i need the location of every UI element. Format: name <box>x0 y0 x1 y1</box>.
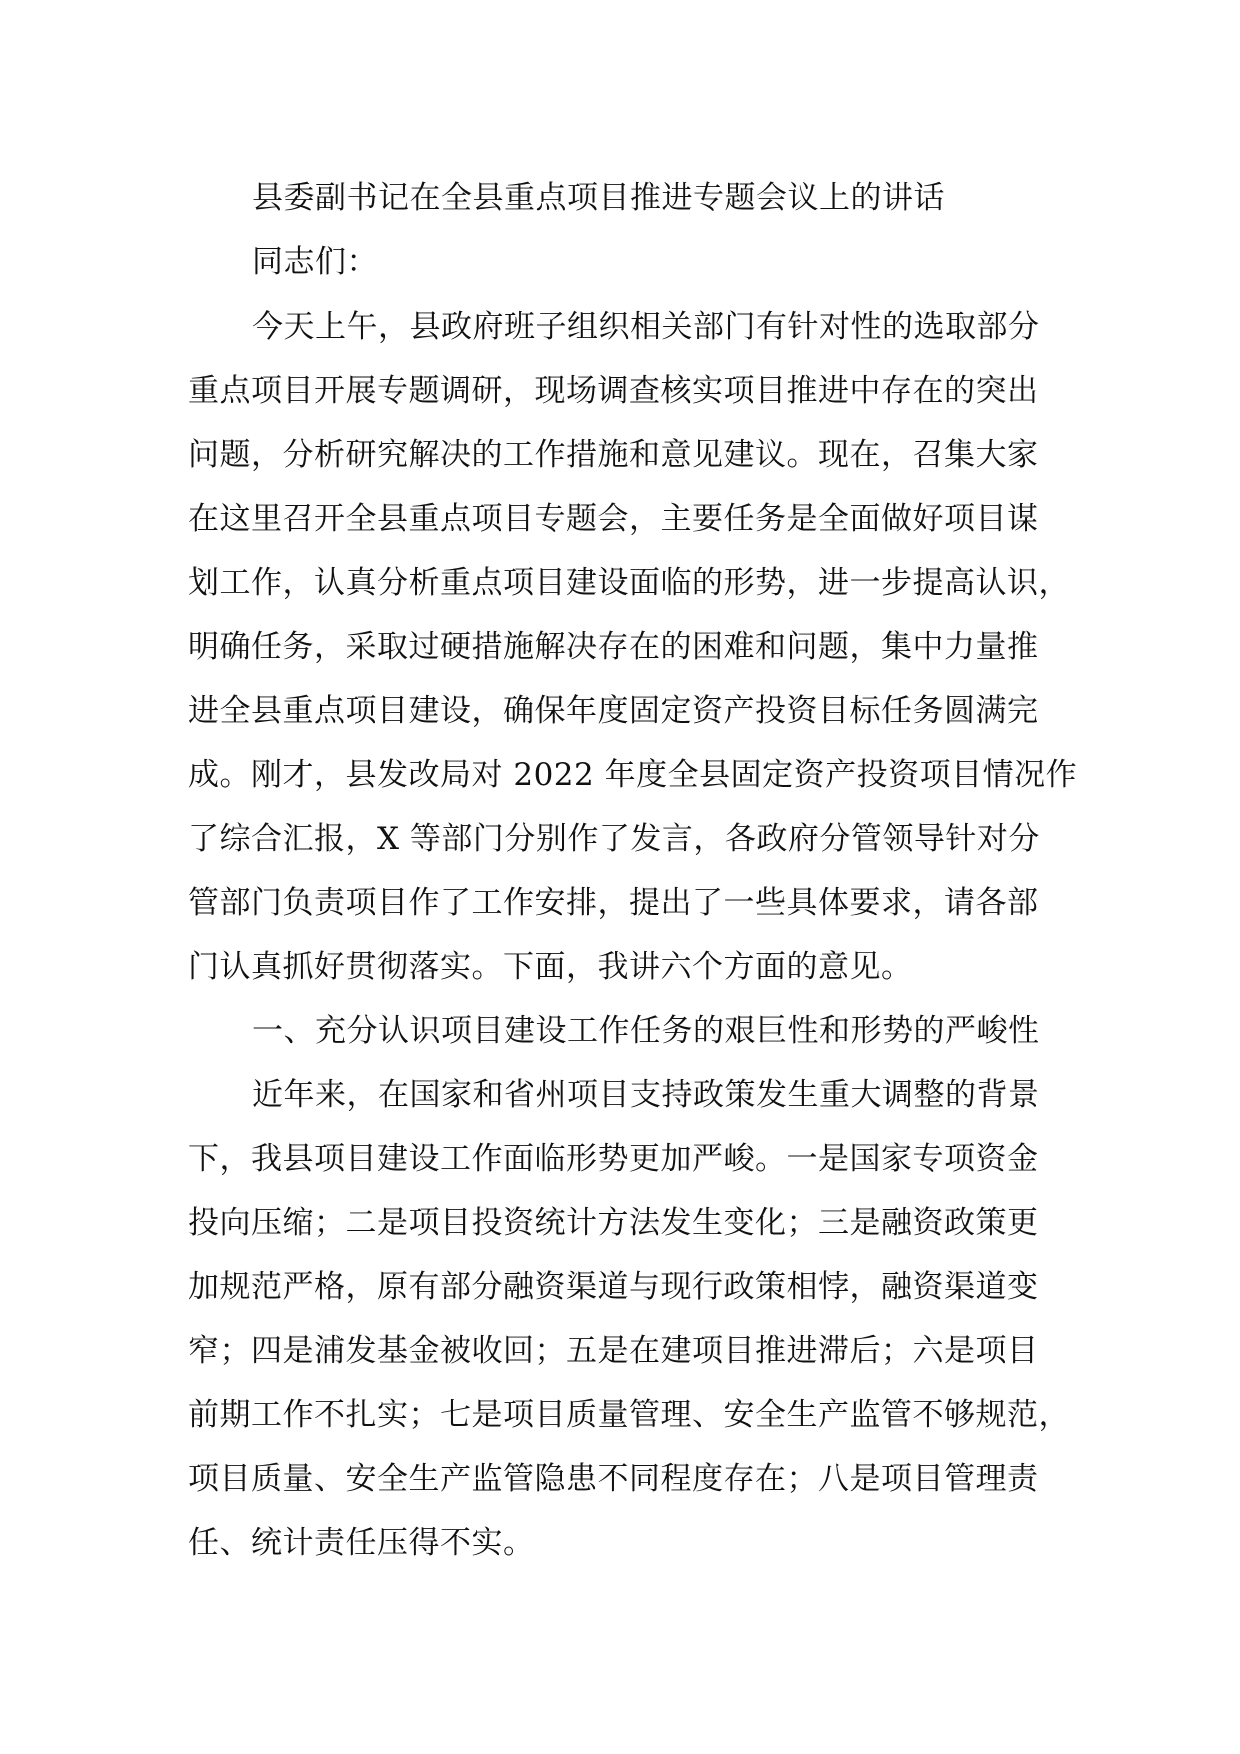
paragraph-line: 下，我县项目建设工作面临形势更加严峻。一是国家专项资金 <box>188 1141 1039 1177</box>
paragraph-line: 投向压缩；二是项目投资统计方法发生变化；三是融资政策更 <box>188 1205 1039 1241</box>
paragraph-line: 加规范严格，原有部分融资渠道与现行政策相悖，融资渠道变 <box>188 1269 1039 1305</box>
paragraph-line: 成。刚才，县发改局对 2022 年度全县固定资产投资项目情况作 <box>188 757 1078 793</box>
salutation: 同志们： <box>252 244 378 280</box>
paragraph-line: 门认真抓好贯彻落实。下面，我讲六个方面的意见。 <box>188 949 913 985</box>
paragraph-line: 今天上午，县政府班子组织相关部门有针对性的选取部分 <box>252 309 1040 345</box>
paragraph-line: 项目质量、安全生产监管隐患不同程度存在；八是项目管理责 <box>188 1461 1039 1497</box>
paragraph-line: 在这里召开全县重点项目专题会，主要任务是全面做好项目谋 <box>188 501 1039 537</box>
paragraph-line: 重点项目开展专题调研，现场调查核实项目推进中存在的突出 <box>188 373 1039 409</box>
paragraph-line: 划工作，认真分析重点项目建设面临的形势，进一步提高认识， <box>188 565 1070 601</box>
paragraph-line: 窄；四是浦发基金被收回；五是在建项目推进滞后；六是项目 <box>188 1333 1039 1369</box>
paragraph-line: 管部门负责项目作了工作安排，提出了一些具体要求，请各部 <box>188 885 1039 921</box>
paragraph-line: 进全县重点项目建设，确保年度固定资产投资目标任务圆满完 <box>188 693 1039 729</box>
paragraph-line: 明确任务，采取过硬措施解决存在的困难和问题，集中力量推 <box>188 629 1039 665</box>
paragraph-line: 了综合汇报，X 等部门分别作了发言，各政府分管领导针对分 <box>188 821 1040 857</box>
section-heading: 一、充分认识项目建设工作任务的艰巨性和形势的严峻性 <box>252 1013 1040 1049</box>
document-title: 县委副书记在全县重点项目推进专题会议上的讲话 <box>252 180 945 216</box>
paragraph-line: 任、统计责任压得不实。 <box>188 1525 535 1561</box>
paragraph-line: 近年来，在国家和省州项目支持政策发生重大调整的背景 <box>252 1077 1040 1113</box>
paragraph-line: 前期工作不扎实；七是项目质量管理、安全生产监管不够规范， <box>188 1397 1070 1433</box>
paragraph-line: 问题，分析研究解决的工作措施和意见建议。现在，召集大家 <box>188 437 1039 473</box>
